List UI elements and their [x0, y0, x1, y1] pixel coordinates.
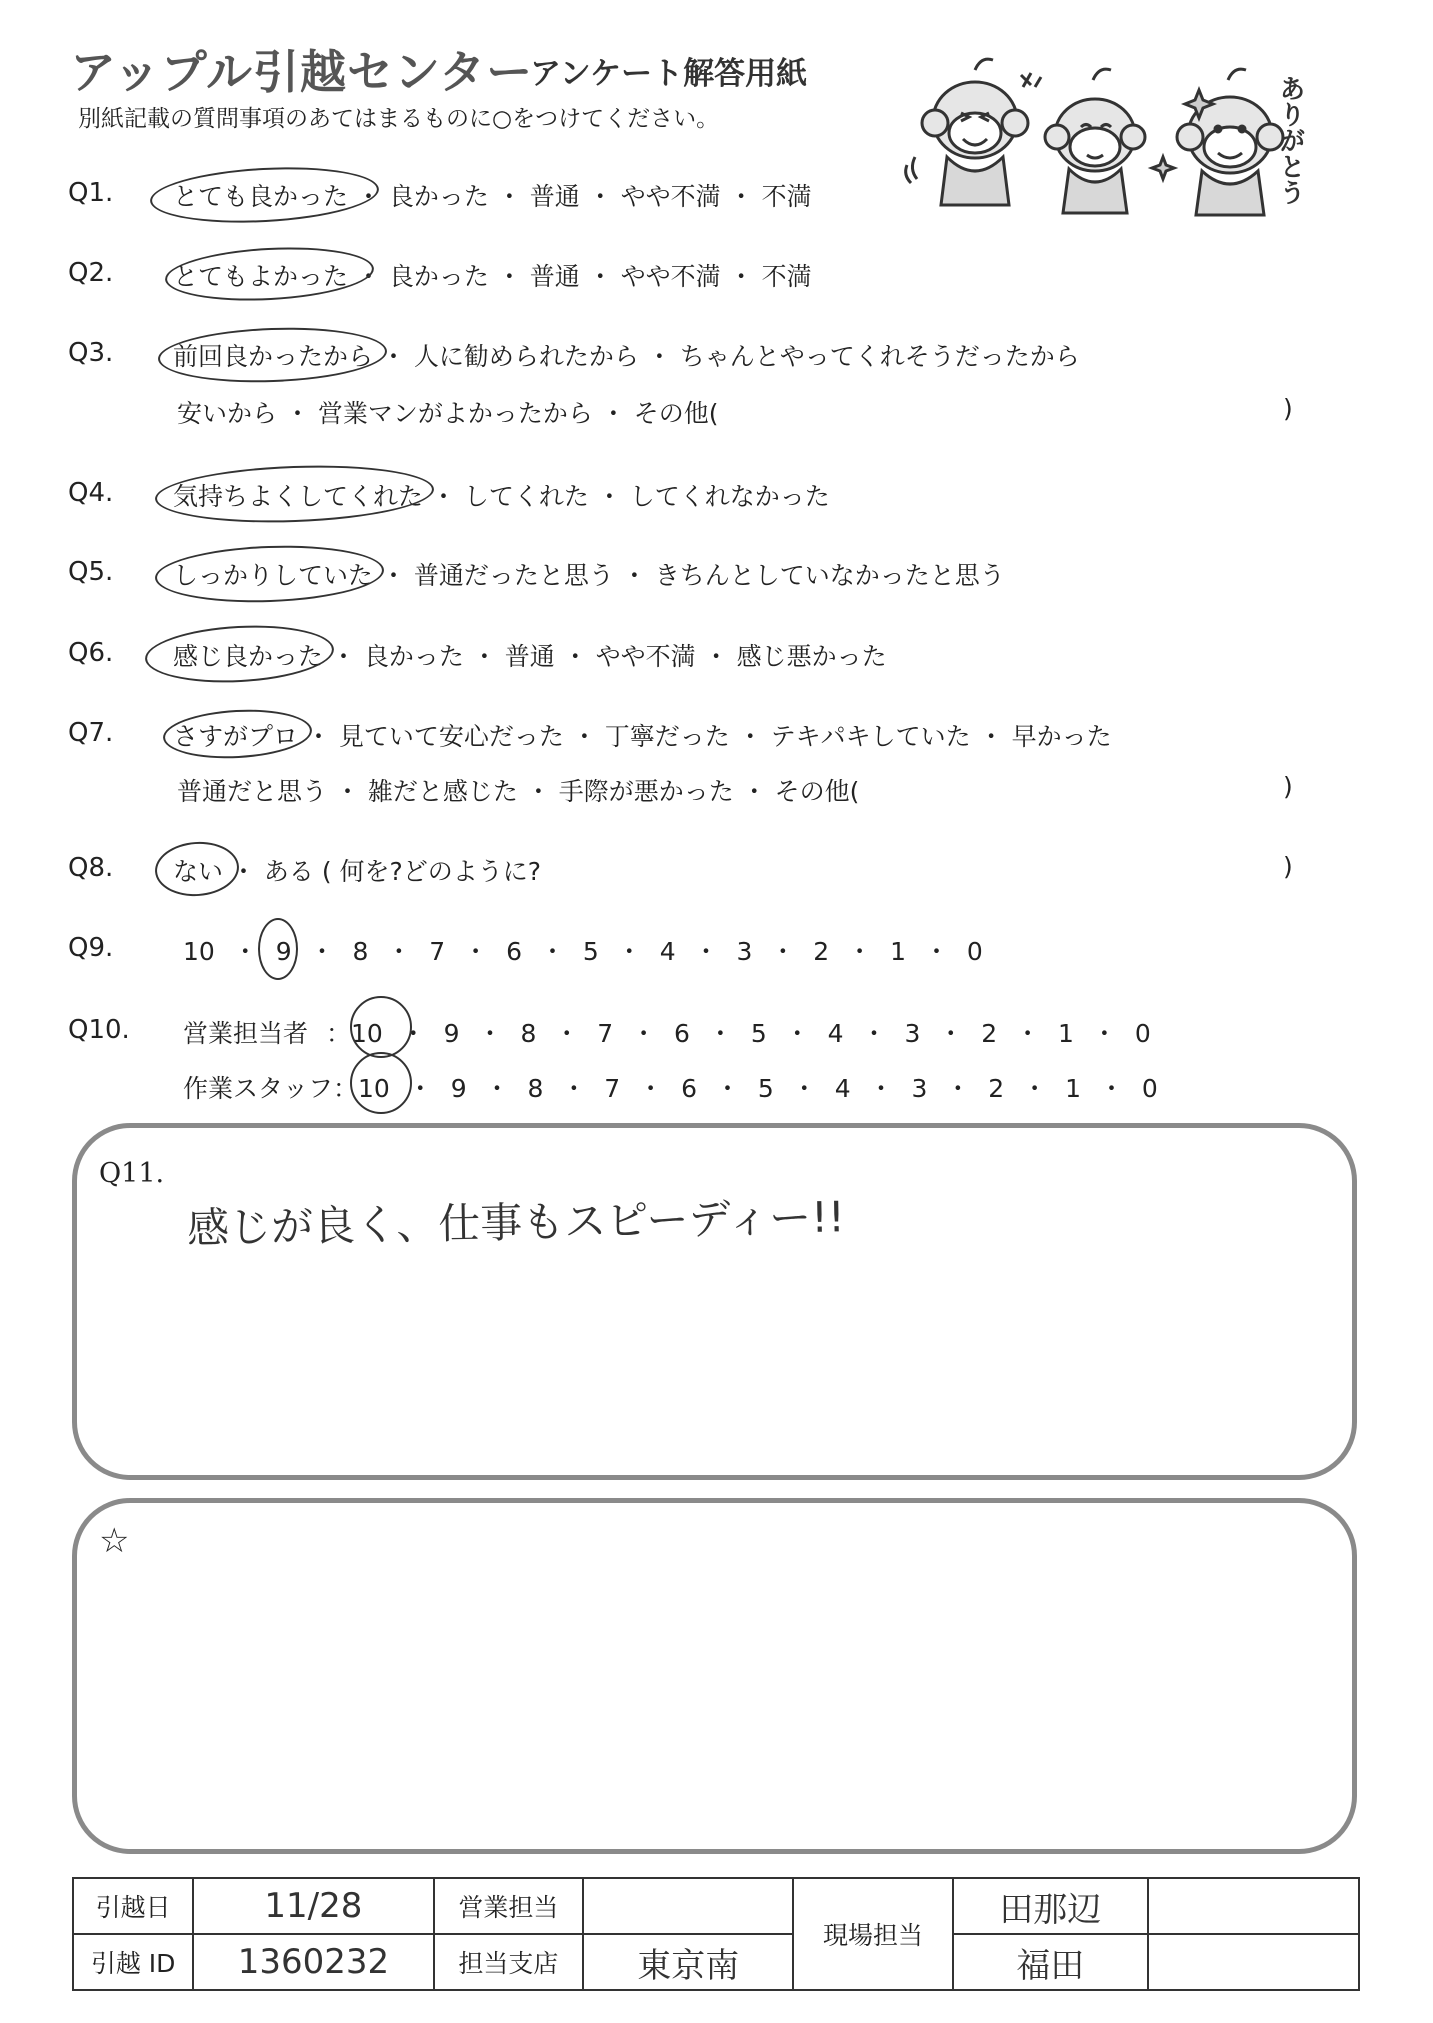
q11-label: Q11.: [99, 1158, 165, 1189]
q6-options: 感じ良かった ・ 良かった ・ 普通 ・ やや不満 ・ 感じ悪かった: [173, 642, 887, 671]
move-id-label: 引越 ID: [73, 1934, 193, 1990]
q1-selection-circle: [149, 162, 381, 228]
q10-staff-selection-circle: [350, 1052, 412, 1114]
q9-selection-circle: [258, 918, 298, 980]
star-label: ☆: [99, 1521, 130, 1561]
q9-label: Q9.: [68, 933, 114, 963]
mascot-monkey-3: [1177, 69, 1283, 215]
move-date-label: 引越日: [73, 1878, 193, 1934]
star-comment-box: [72, 1498, 1357, 1854]
q7-options-line1: さすがプロ ・ 見ていて安心だった ・ 丁寧だった ・ テキパキしていた ・ 早かった: [173, 722, 1112, 751]
mascot-monkey-2: [1021, 69, 1145, 213]
q5-options: しっかりしていた ・ 普通だったと思う ・ きちんとしていなかったと思う: [173, 561, 1005, 590]
q3-label: Q3.: [68, 338, 114, 368]
q6-label: Q6.: [68, 638, 114, 668]
q6-selection-circle: [144, 621, 336, 687]
q5-label: Q5.: [68, 557, 114, 587]
q1-label: Q1.: [68, 178, 114, 208]
footer-info-table: [72, 1877, 1360, 1991]
q8-label: Q8.: [68, 853, 114, 883]
q9-options: 10 ・ 9 ・ 8 ・ 7 ・ 6 ・ 5 ・ 4 ・ 3 ・ 2 ・ 1 ・ 0: [183, 937, 983, 966]
instruction-text: 別紙記載の質問事項のあてはまるものに○をつけてください。: [78, 106, 720, 132]
q4-selection-circle: [154, 461, 435, 527]
move-date-value: 11/28: [193, 1878, 433, 1934]
q7-close-paren: ): [1283, 772, 1293, 801]
q11-handwritten-answer: 感じが良く、仕事もスピーディー!!: [186, 1192, 846, 1253]
q3-close-paren: ): [1283, 394, 1293, 423]
q2-options: とてもよかった ・ 良かった ・ 普通 ・ やや不満 ・ 不満: [173, 262, 812, 291]
q10-sales-options: 営業担当者 ：10 ・ 9 ・ 8 ・ 7 ・ 6 ・ 5 ・ 4 ・ 3 ・ 2 ・ 1 ・ 0: [183, 1019, 1151, 1048]
q5-selection-circle: [154, 542, 385, 606]
move-id-value: 1360232: [193, 1934, 433, 1990]
q8-close-paren: ): [1283, 852, 1293, 881]
q10-sales-selection-circle: [350, 996, 412, 1058]
branch-value: 東京南: [583, 1934, 793, 1990]
q3-selection-circle: [157, 324, 388, 386]
site-staff-1: 田那辺: [953, 1878, 1148, 1934]
q7-selection-circle: [162, 706, 313, 762]
site-staff-extra-2: [1148, 1934, 1359, 1990]
mascot-monkey-1: [906, 59, 1028, 205]
q4-label: Q4.: [68, 478, 114, 508]
q7-options-line2: 普通だと思う ・ 雑だと感じた ・ 手際が悪かった ・ その他(: [177, 777, 860, 806]
site-staff-label: 現場担当: [793, 1878, 952, 1990]
q10-label: Q10.: [68, 1015, 130, 1045]
q4-options: 気持ちよくしてくれた ・ してくれた ・ してくれなかった: [173, 482, 830, 511]
q1-options: とても良かった ・ 良かった ・ 普通 ・ やや不満 ・ 不満: [173, 182, 812, 211]
site-staff-2: 福田: [953, 1934, 1148, 1990]
site-staff-extra-1: [1148, 1878, 1359, 1934]
q7-label: Q7.: [68, 718, 114, 748]
mascot-illustration: [895, 45, 1335, 220]
q11-comment-box: [72, 1123, 1357, 1480]
mascot-caption: ありがとう: [1275, 75, 1305, 205]
q8-selection-circle: [153, 839, 241, 899]
q2-label: Q2.: [68, 258, 114, 288]
page-subtitle: アンケート解答用紙: [530, 56, 808, 92]
branch-label: 担当支店: [434, 1934, 584, 1990]
q3-options-line1: 前回良かったから ・ 人に勧められたから ・ ちゃんとやってくれそうだったから: [173, 342, 1080, 371]
q2-selection-circle: [164, 243, 375, 306]
q8-options: ない ・ ある ( 何を?どのように?: [173, 857, 542, 886]
sales-label: 営業担当: [434, 1878, 584, 1934]
page-title: アップル引越センター: [70, 45, 534, 99]
q10-staff-options: 作業スタッフ：10 ・ 9 ・ 8 ・ 7 ・ 6 ・ 5 ・ 4 ・ 3 ・ 2 ・ 1 ・ 0: [183, 1074, 1158, 1103]
sales-value: [583, 1878, 793, 1934]
q3-options-line2: 安いから ・ 営業マンがよかったから ・ その他(: [177, 399, 719, 428]
